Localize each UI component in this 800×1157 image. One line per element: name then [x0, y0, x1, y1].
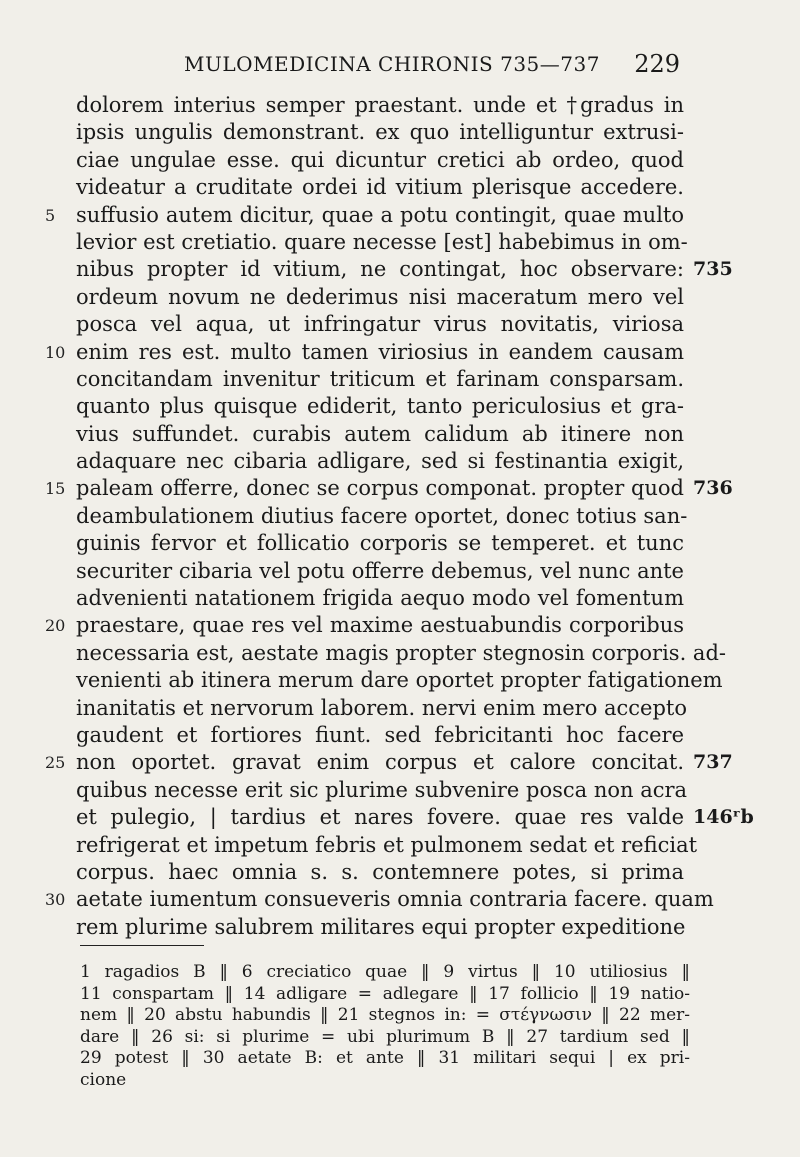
text-line-content: et pulegio, | tardius et nares fovere. quae res valde [76, 805, 684, 830]
footnote-line: 1 ragadios B ‖ 6 creciatico quae ‖ 9 virtus ‖ 10 utiliosius ‖ [80, 962, 690, 982]
text-line [76, 640, 726, 667]
text-line [76, 448, 684, 475]
text-line-content: posca vel aqua, ut infringatur virus novitatis, viriosa [76, 312, 684, 337]
section-number: 146ʳb [693, 806, 754, 829]
text-line-content: videatur a cruditate ordei id vitium plerisque accedere. [76, 175, 684, 200]
critical-apparatus [80, 962, 690, 1092]
text-line-content: ciae ungulae esse. qui dicuntur cretici ab ordeo, quod [76, 147, 684, 172]
text-line-content: vius suffundet. curabis autem calidum ab itinere non [76, 421, 684, 446]
text-line-content: paleam offerre, donec se corpus componat. propter quod [76, 476, 684, 501]
line-number: 30 [45, 890, 66, 910]
text-line [76, 722, 684, 749]
text-line-content: ipsis ungulis demonstrant. ex quo intelliguntur extrusi- [76, 120, 684, 145]
text-line [76, 585, 684, 612]
text-line [45, 612, 684, 639]
text-line [76, 256, 733, 283]
text-line [76, 530, 684, 557]
text-line [76, 695, 688, 722]
text-line [76, 667, 723, 694]
text-line-content: praestare, quae res vel maxime aestuabundis corporibus [76, 613, 684, 638]
footnote-line: 29 potest ‖ 30 aetate B: et ante ‖ 31 militari sequi | ex pri- [80, 1048, 690, 1069]
text-line [45, 202, 684, 229]
section-number: 736 [693, 477, 733, 500]
text-line-content: non oportet. gravat enim corpus et calore concitat. [76, 750, 684, 775]
footnote-line: dare ‖ 26 si: si plurime = ubi plurimum B ‖ 27 tardium sed ‖ [80, 1026, 690, 1047]
text-line [76, 832, 698, 859]
text-line-content: advenienti natationem frigida aequo modo vel fomentum [76, 586, 684, 611]
line-number: 15 [45, 479, 66, 499]
text-line-content: securiter cibaria vel potu offerre debemus, vel nunc ante [76, 558, 684, 583]
running-title: MULOMEDICINA CHIRONIS 735—737 [184, 52, 600, 76]
text-line-content: aetate iumentum consueveris omnia contraria facere. quam [76, 887, 714, 912]
text-line-content: levior est cretiatio. quare necesse [est] habebimus in om- [76, 229, 688, 254]
text-line-content: inanitatis et nervorum laborem. nervi enim mero accepto [76, 695, 688, 720]
text-line [76, 777, 688, 804]
text-line [45, 749, 733, 776]
text-line [76, 174, 684, 201]
text-line [76, 366, 684, 393]
text-line [76, 503, 688, 530]
page-number: 229 [634, 50, 680, 78]
text-line [76, 92, 684, 119]
line-number: 25 [45, 753, 66, 773]
section-number: 735 [693, 258, 733, 281]
text-line [76, 119, 684, 146]
text-line-content: enim res est. multo tamen viriosius in eandem causam [76, 339, 684, 364]
text-line-content: ordeum novum ne dederimus nisi maceratum mero vel [76, 284, 684, 309]
section-number: 737 [693, 751, 733, 774]
text-line-content: gaudent et fortiores fiunt. sed febricitanti hoc facere [76, 722, 684, 747]
text-line-content: corpus. haec omnia s. s. contemnere potes, si prima [76, 859, 684, 884]
footnote-divider [80, 945, 204, 946]
footnote-line: 11 conspartam ‖ 14 adligare = adlegare ‖ 17 follicio ‖ 19 natio- [80, 983, 690, 1004]
text-line [76, 859, 684, 886]
text-line-content: adaquare nec cibaria adligare, sed si festinantia exigit, [76, 449, 684, 474]
line-number: 5 [45, 205, 56, 225]
text-line-content: nibus propter id vitium, ne contingat, hoc observare: [76, 257, 684, 282]
footnote-line: cione [80, 1069, 127, 1090]
text-line [76, 421, 684, 448]
text-line [45, 339, 684, 366]
line-number: 10 [45, 342, 66, 362]
text-line [76, 393, 684, 420]
text-line [76, 558, 684, 585]
line-number: 20 [45, 616, 66, 636]
text-line [76, 311, 684, 338]
text-line-content: suffusio autem dicitur, quae a potu contingit, quae multo [76, 202, 684, 227]
text-line-content: quanto plus quisque ediderit, tanto periculosius et gra- [76, 394, 684, 419]
text-line [76, 229, 688, 256]
text-line-content: concitandam invenitur triticum et farinam consparsam. [76, 366, 684, 391]
footnote-line: nem ‖ 20 abstu habundis ‖ 21 stegnos in: = στέγνωσιν ‖ 22 mer- [80, 1005, 690, 1026]
text-line-content: necessaria est, aestate magis propter stegnosin corporis. ad- [76, 640, 726, 665]
text-line [76, 804, 754, 831]
text-line-content: quibus necesse erit sic plurime subvenire posca non acra [76, 777, 688, 802]
text-line [76, 284, 684, 311]
text-line-content: venienti ab itinera merum dare oportet propter fatigationem [76, 668, 723, 693]
main-text [45, 92, 754, 941]
text-line-content: guinis fervor et follicatio corporis se temperet. et tunc [76, 531, 684, 556]
text-line [45, 886, 714, 913]
text-line-content: refrigerat et impetum febris et pulmonem sedat et reficiat [76, 832, 698, 857]
text-line-content: rem plurime salubrem militares equi propter expeditione [76, 914, 686, 939]
text-line-content: dolorem interius semper praestant. unde et †gradus in [76, 93, 684, 117]
text-line-content: deambulationem diutius facere oportet, donec totius san- [76, 503, 688, 528]
text-line [76, 914, 684, 941]
text-line [45, 475, 733, 502]
text-line [76, 147, 684, 174]
